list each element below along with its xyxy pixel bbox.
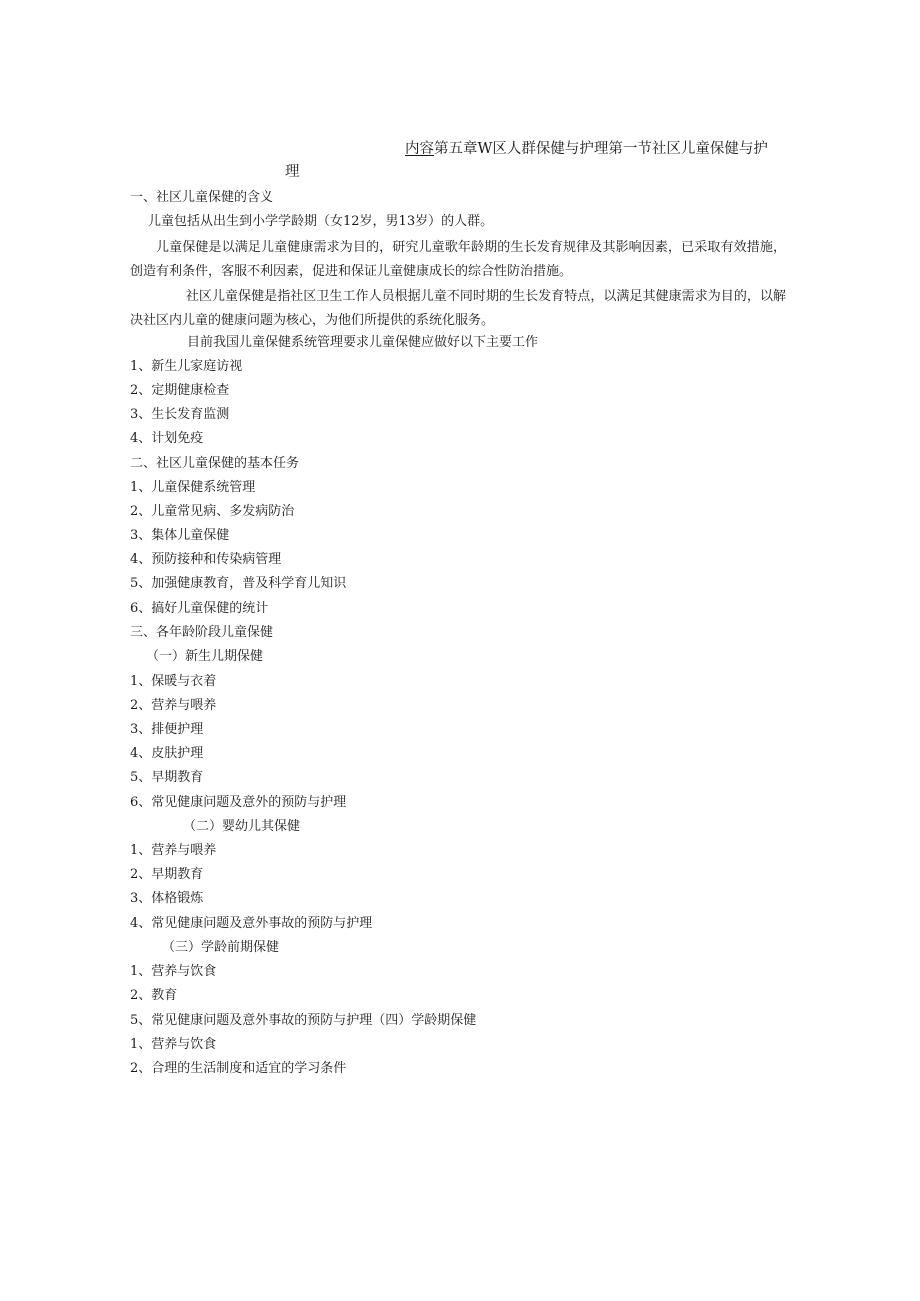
list-item: 2、儿童常见病、多发病防治 <box>130 504 295 519</box>
list-item: 3、排便护理 <box>130 722 204 737</box>
list-item: 5、常见健康问题及意外事故的预防与护理（四）学龄期保健 <box>130 1013 477 1028</box>
paragraph-main-work: 目前我国儿童保健系统管理要求儿童保健应做好以下主要工作 <box>187 335 539 350</box>
list-item: 2、定期健康检查 <box>130 383 230 398</box>
paragraph-child-health: 儿童保健是以满足儿童健康需求为目的，研究儿童歌年龄期的生长发育规律及其影响因素，已采取有效措施，创造有利条件，客服不利因素，促进和保证儿童健康成长的综合性防治措施。 <box>130 240 786 279</box>
section-heading-2: 二、社区儿童保健的基本任务 <box>130 456 300 471</box>
list-item: 2、教育 <box>130 988 178 1003</box>
list-item: 1、营养与饮食 <box>130 1037 217 1052</box>
title-tail: 理 <box>285 164 300 180</box>
list-item: 1、营养与饮食 <box>130 964 217 979</box>
section-heading-3: 三、各年龄阶段儿童保健 <box>130 625 274 640</box>
list-item: 3、体格锻炼 <box>130 891 204 906</box>
list-item: 5、早期教育 <box>130 770 204 785</box>
list-item: 2、合理的生活制度和适宜的学习条件 <box>130 1061 347 1076</box>
list-item: 1、保暖与衣着 <box>130 674 217 689</box>
subsection-heading-infant: （二）婴幼儿其保健 <box>183 819 301 834</box>
list-item: 3、生长发育监测 <box>130 407 230 422</box>
subsection-heading-newborn: （一）新生儿期保健 <box>146 649 264 664</box>
subsection-heading-preschool: （三）学龄前期保健 <box>162 940 280 955</box>
list-item: 4、皮肤护理 <box>130 746 204 761</box>
section-heading-1: 一、社区儿童保健的含义 <box>130 190 274 205</box>
list-item: 2、营养与喂养 <box>130 698 217 713</box>
list-item: 1、儿童保健系统管理 <box>130 480 256 495</box>
list-item: 3、集体儿童保健 <box>130 528 230 543</box>
list-item: 4、计划免疫 <box>130 431 204 446</box>
list-item: 4、常见健康问题及意外事故的预防与护理 <box>130 916 373 931</box>
list-item: 4、预防接种和传染病管理 <box>130 552 282 567</box>
list-item: 5、加强健康教育，普及科学育儿知识 <box>130 576 347 591</box>
chapter-title <box>405 139 768 159</box>
title-main: 第五章W区人群保健与护理第一节社区儿童保健与护 <box>434 141 768 157</box>
paragraph-definition: 儿童包括从出生到小学学龄期（女12岁，男13岁）的人群。 <box>148 214 494 229</box>
title-prefix: 内容 <box>405 141 434 157</box>
list-item: 2、早期教育 <box>130 867 204 882</box>
paragraph-community-health: 社区儿童保健是指社区卫生工作人员根据儿童不同时期的生长发育特点，以满足其健康需求为目的，以解决社区内儿童的健康问题为核心，为他们所提供的系统化服务。 <box>130 289 786 328</box>
list-item: 1、营养与喂养 <box>130 843 217 858</box>
list-item: 1、新生儿家庭访视 <box>130 359 243 374</box>
list-item: 6、常见健康问题及意外的预防与护理 <box>130 795 347 810</box>
list-item: 6、搞好儿童保健的统计 <box>130 601 269 616</box>
